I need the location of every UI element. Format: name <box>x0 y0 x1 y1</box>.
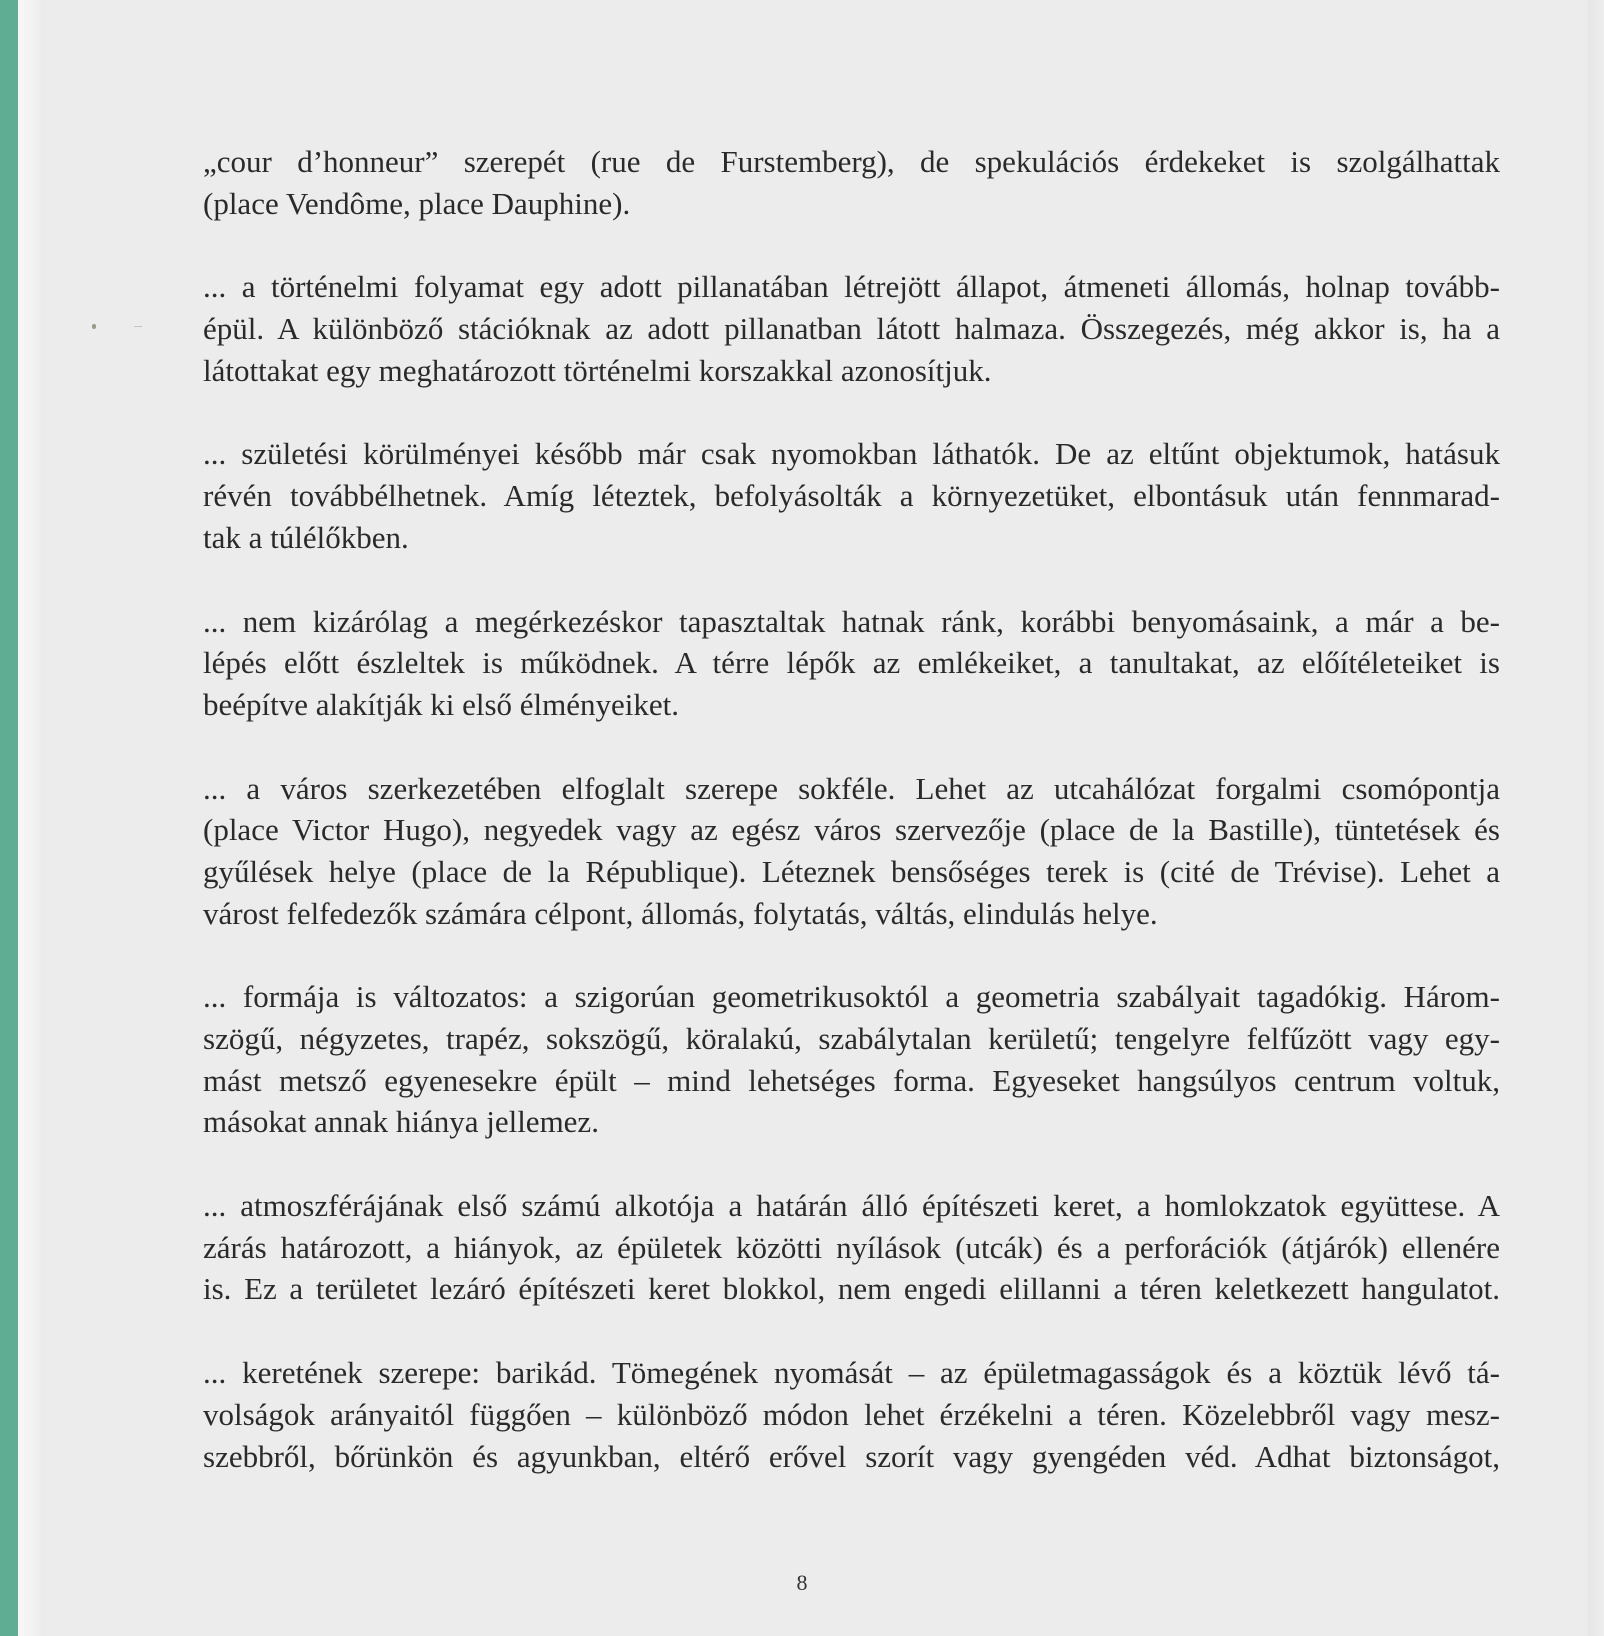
paragraph <box>203 1185 1500 1310</box>
text-line: ... a történelmi folyamat egy adott pillanatában létrejött állapot, átmeneti állomás, holnap tovább- <box>203 269 1500 305</box>
text-line: szebbről, bőrünkön és agyunkban, eltérő erővel szorít vagy gyengéden véd. Adhat biztonságot, <box>203 1438 1500 1474</box>
paragraph <box>203 1352 1500 1477</box>
text-line: másokat annak hiánya jellemez. <box>203 1104 599 1140</box>
text-line: mást metsző egyenesekre épült – mind lehetséges forma. Egyeseket hangsúlyos centrum voltuk, <box>203 1062 1500 1098</box>
text-line: várost felfedezők számára célpont, állomás, folytatás, váltás, elindulás helye. <box>203 895 1158 931</box>
body-text <box>203 141 1500 1519</box>
text-line: ... formája is változatos: a szigorúan geometrikusoktól a geometria szabályait tagadókig. Három- <box>203 979 1500 1015</box>
text-line: ... atmoszférájának első számú alkotója a határán álló építészeti keret, a homlokzatok együttese. A <box>203 1188 1500 1224</box>
text-line: lépés előtt észleltek is működnek. A térre lépők az emlékeiket, a tanultakat, az előítéleteiket is <box>203 645 1500 681</box>
text-line: szögű, négyzetes, trapéz, sokszögű, köralakú, szabálytalan kerületű; tengelyre felfűzött vagy egy- <box>203 1021 1500 1056</box>
text-line: zárás határozott, a hiányok, az épületek közötti nyílások (utcák) és a perforációk (átjárók) ellenére <box>203 1229 1500 1265</box>
text-line: ... keretének szerepe: barikád. Tömegének nyomását – az épületmagasságok és a köztük lévő tá- <box>203 1355 1500 1391</box>
text-line: volságok arányaitól függően – különböző módon lehet érzékelni a téren. Közelebbről vagy mesz- <box>203 1396 1500 1432</box>
text-line: épül. A különböző stációknak az adott pillanatban látott halmaza. Összegezés, még akkor is, ha a <box>203 311 1500 347</box>
page-number: 8 <box>796 1570 808 1595</box>
text-line: „cour d’honneur” szerepét (rue de Furstemberg), de spekulációs érdekeket is szolgálhattak <box>203 144 1500 179</box>
text-line: tak a túlélőkben. <box>203 519 409 555</box>
scan-mark <box>134 326 142 327</box>
text-line: beépítve alakítják ki első élményeiket. <box>203 686 680 722</box>
paragraph <box>203 601 1500 726</box>
text-line: révén továbbélhetnek. Amíg léteztek, befolyásolták a környezetüket, elbontásuk után fennmarad- <box>203 478 1500 514</box>
page-gutter <box>18 0 44 1636</box>
text-line: ... születési körülményei később már csak nyomokban láthatók. De az eltűnt objektumok, hatásuk <box>203 436 1500 472</box>
paragraph <box>203 266 1500 391</box>
text-line: (place Vendôme, place Dauphine). <box>203 185 631 221</box>
text-line: gyűlések helye (place de la République). Léteznek bensőséges terek is (cité de Trévise). Lehet a <box>203 853 1500 889</box>
paragraph <box>203 433 1500 558</box>
page-edge <box>1588 0 1604 1636</box>
text-line: ... a város szerkezetében elfoglalt szerepe sokféle. Lehet az utcahálózat forgalmi csomópontja <box>203 770 1500 806</box>
text-line: ... nem kizárólag a megérkezéskor tapasztaltak hatnak ránk, korábbi benyomásaink, a már a be- <box>203 603 1500 639</box>
paragraph <box>203 976 1500 1143</box>
text-line: is. Ez a területet lezáró építészeti keret blokkol, nem engedi elillanni a téren keletkezett hangulatot. <box>203 1271 1500 1307</box>
paragraph <box>203 768 1500 935</box>
text-line: (place Victor Hugo), negyedek vagy az egész város szervezője (place de la Bastille), tüntetések és <box>203 812 1500 848</box>
paragraph <box>203 141 1500 224</box>
scan-speck <box>92 324 96 329</box>
text-line: látottakat egy meghatározott történelmi korszakkal azonosítjuk. <box>203 352 992 388</box>
book-spine-stripe <box>0 0 18 1636</box>
